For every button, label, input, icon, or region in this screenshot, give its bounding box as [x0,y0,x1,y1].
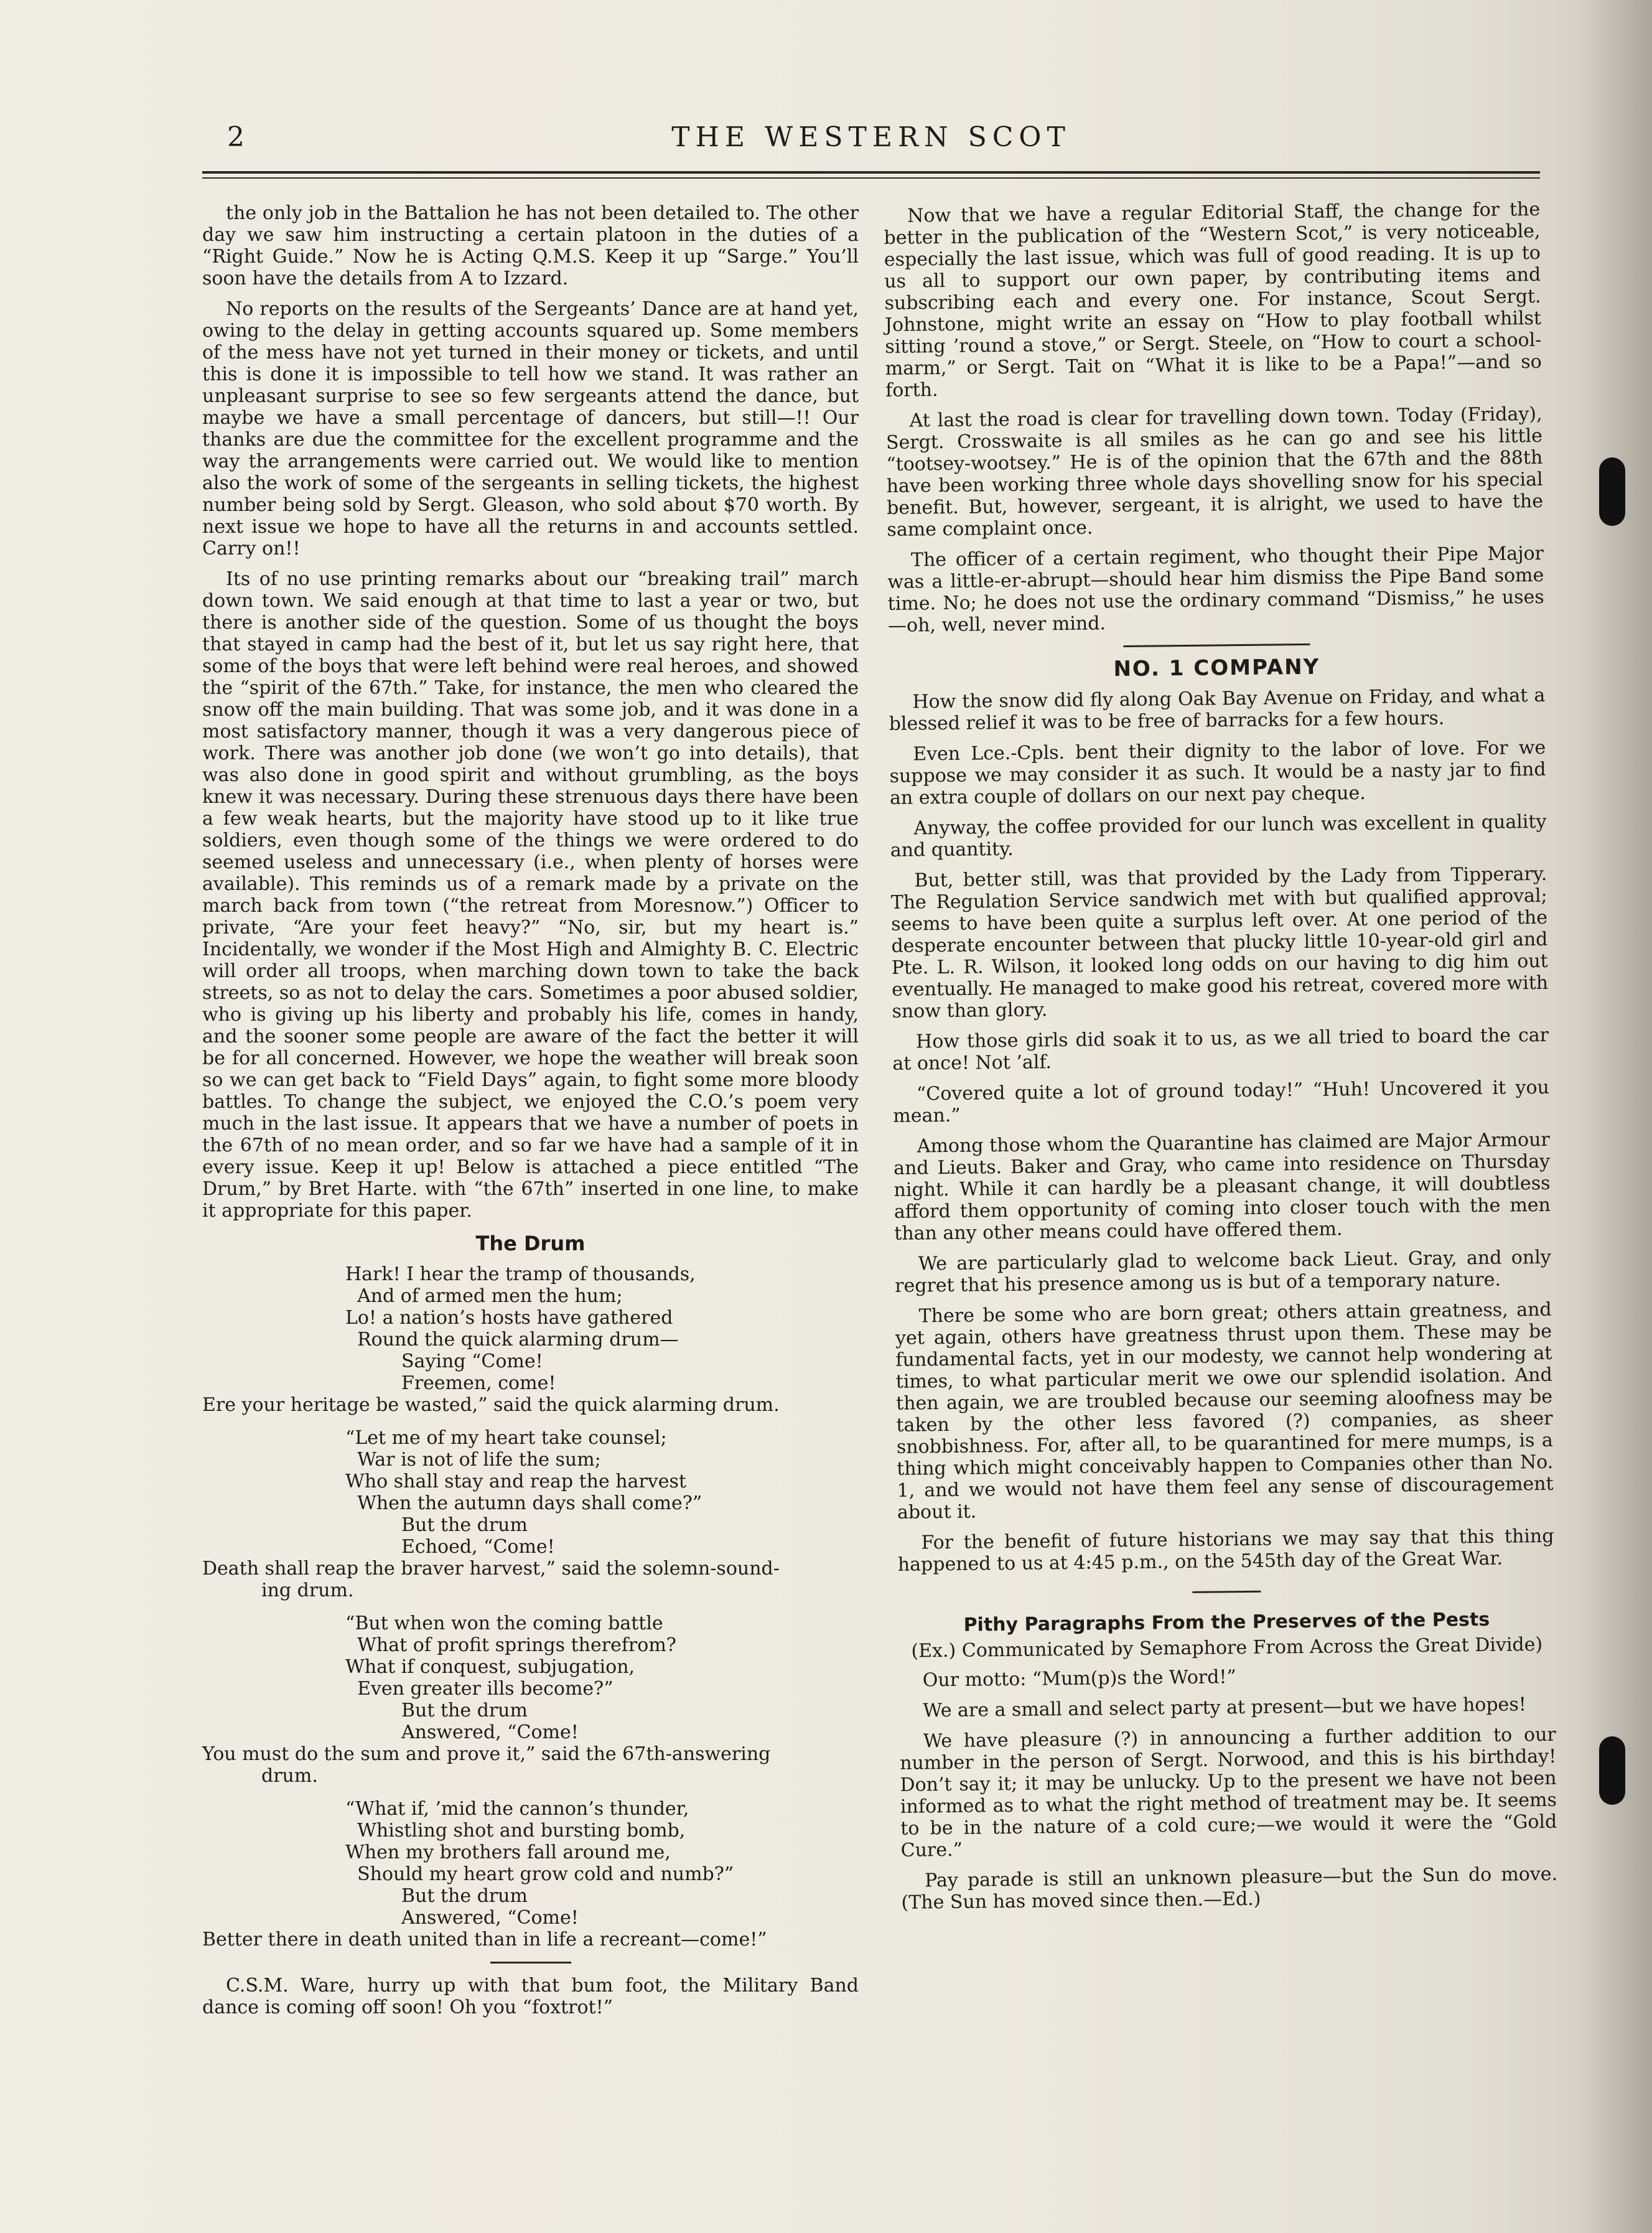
company-paragraph: How those girls did soak it to us, as we all tried to board the car at once! Not ’alf. [892,1024,1549,1075]
company-paragraph: There be some who are born great; others attain greatness, and yet again, others have greatness thrust upon them. These may be fundamental facts, yet in our modesty, we cannot help wondering at times, to what particular merit we owe our splendid isolation. And then again, we are troubled because our seeming aloofness may be taken by the other less favored (?) companies, as sheer snobbishness. For, after all, to be quarantined for mere mumps, is a thing which might conceivably happen to Companies other than No. 1, and we would not have them feel any sense of discouragement about it. [895,1298,1554,1524]
poem-line: Whistling shot and bursting bomb, [345,1820,686,1842]
editorial-paragraph: At last the road is clear for travelling down town. Today (Friday), Sergt. Crosswaite is all smiles as he can go and see his little “tootsey-wootsey.” He is of the opinion that the 67th and the 88th have been working three whole days shovelling snow for his special benefit. But, however, sergeant, it is alright, we used to have the same complaint once. [885,403,1544,541]
company-heading: NO. 1 COMPANY [1113,654,1320,682]
poem-title: The Drum [475,1232,586,1255]
pithy-paragraph: Our motto: “Mum(p)s the Word!” [922,1666,1236,1692]
poem-stanza [202,1263,859,1416]
poem-line: Hark! I hear the tramp of thousands, [345,1263,696,1285]
poem-line: Ere your heritage be wasted,” said the quick alarming drum. [202,1394,780,1416]
editorial-paragraph: Now that we have a regular Editorial Staff, the change for the better in the publication of the “Western Scot,” is very noticeable, especially the last issue, which was full of good reading. It is up to us all to support our own paper, by contributing items and subscribing each and every one. For instance, Scout Sergt. Johnstone, might write an essay on “How to play football whilst sitting ’round a stove,” or Sergt. Steele, on “How to court a school-marm,” or Sergt. Tait on “What it is like to be a Papa!”—and so forth. [884,198,1542,401]
poem-line: You must do the sum and prove it,” said the 67th-answering [202,1743,771,1765]
poem-body [202,1263,859,1950]
company-paragraph: “Covered quite a lot of ground today!” “Huh! Uncovered it you mean.” [893,1076,1550,1127]
poem-line: Lo! a nation’s hosts have gathered [345,1307,673,1329]
company-paragraph: We are particularly glad to welcome back Lieut. Gray, and only regret that his presence among us is but of a temporary nature. [895,1246,1551,1297]
page-edge-shadow [1577,0,1652,2233]
editorial-paragraphs [884,199,1544,637]
poem-line: War is not of life the sum; [345,1449,601,1471]
pithy-paragraphs [899,1663,1558,1914]
pithy-paragraph: We are a small and select party at present—but we have hopes! [923,1693,1526,1722]
left-paragraphs [202,202,859,1222]
company-paragraphs [889,685,1554,1576]
poem-line: drum. [261,1765,318,1787]
company-paragraph: How the snow did fly along Oak Bay Avenue on Friday, and what a blessed relief it was to be free of barracks for a few hours. [889,684,1546,735]
article-paragraph: Its of no use printing remarks about our “breaking trail” march down town. We said enough at that time to last a year or two, but there is another side of the question. Some of us thought the boys that stayed in camp had the best of it, but let us say right here, that some of the boys that were left behind were real heroes, and showed the “spirit of the 67th.” Take, for instance, the men who cleared the snow off the main building. That was some job, and it was done in a most satisfactory manner, though it was a very dangerous piece of work. There was another job done (we won’t go into details), that was also done in good spirit and without grumbling, as the boys knew it was necessary. During these strenuous days there have been a few weak hearts, but the majority have stood up to it like true soldiers, even though some of the things we were ordered to do seemed useless and unnecessary (i.e., when plenty of horses were available). This reminds us of a remark made by a private on the march back from town (“the retreat from Moresnow.”) Officer to private, “Are your feet heavy?” “No, sir, but my heart is.” Incidentally, we wonder if the Most High and Almighty B. C. Electric will order all troops, when marching down town to take the back streets, so as not to delay the cars. Sometimes a poor abused soldier, who is giving up his liberty and probably his life, comes in handy, and the sooner some people are aware of the fact the better it will be for all concerned. However, we hope the weather will break soon so we can get back to “Field Days” again, to fight some more bloody battles. To change the subject, we enjoyed the C.O.’s poem very much in the last issue. It appears that we have a number of poets in the 67th of no mean order, and so far we have had a sample of it in every issue. Keep it up! Below is attached a piece entitled “The Drum,” by Bret Harte. with “the 67th” inserted in one line, to make it appropriate for this paper. [202,568,859,1222]
poem-line: What if conquest, subjugation, [345,1656,635,1678]
poem-line: But the drum [401,1700,528,1721]
company-paragraph: Among those whom the Quarantine has claimed are Major Armour and Lieuts. Baker and Gray, who came into residence on Thursday night. While it can hardly be a pleasant change, it will doubtless afford them opportunity of coming into closer touch with the men than any other means could have offered them. [894,1128,1551,1245]
poem-line: When my brothers fall around me, [345,1842,671,1863]
company-paragraph: Anyway, the coffee provided for our lunch was excellent in quality and quantity. [890,810,1547,861]
poem-line: Answered, “Come! [401,1907,579,1929]
masthead-title: THE WESTERN SCOT [671,121,1071,153]
header-rule-thin [202,177,1540,179]
poem-line: “Let me of my heart take counsel; [345,1427,667,1449]
poem-line: “What if, ’mid the cannon’s thunder, [345,1798,689,1820]
poem-stanza [202,1613,859,1787]
pithy-subheading: (Ex.) Communicated by Semaphore From Across the Great Divide) [911,1634,1543,1662]
pithy-paragraph: We have pleasure (?) in announcing a further addition to our number in the person of Sergt. Norwood, and this is his birthday! Don’t say it; it may be unlucky. Up to the present we have not been informed as to what the right method of treatment may be. It seems to be in the nature of a cold cure;—we would it were the “Gold Cure.” [900,1723,1557,1861]
poem-stanza [202,1427,859,1601]
binder-hole-bottom [1599,1736,1625,1805]
poem-line: But the drum [401,1514,528,1536]
company-paragraph: But, better still, was that provided by the Lady from Tipperary. The Regulation Service sandwich met with but qualified approval; seems to have been quite a surplus left over. At one period of the desperate encounter between that plucky little 10-year-old girl and Pte. L. R. Wilson, it looked long odds on our having to dig him out eventually. He managed to make good his retreat, covered more with snow than glory. [890,863,1549,1023]
binder-hole-top [1599,457,1625,526]
closing-paragraph: C.S.M. Ware, hurry up with that bum foot, the Military Band dance is coming off soon! Oh you “foxtrot!” [202,1975,859,2018]
poem-line: And of armed men the hum; [345,1285,623,1307]
article-paragraph: No reports on the results of the Sergeants’ Dance are at hand yet, owing to the delay in getting accounts squared up. Some members of the mess have not yet turned in their money or tickets, and until this is done it is impossible to tell how we stand. It was rather an unpleasant surprise to see so few sergeants attend the dance, but maybe we have a small percentage of dancers, but still—!! Our thanks are due the committee for the excellent programme and the way the arrangements were carried out. We would like to mention also the work of some of the sergeants in selling tickets, the highest number being sold by Sergt. Gleason, who sold about $70 worth. By next issue we hope to have all the returns in and accounts settled. Carry on!! [202,298,859,559]
poem-line: But the drum [401,1885,528,1907]
header-rule [202,171,1540,174]
poem-line: Death shall reap the braver harvest,” said the solemn-sound- [202,1558,780,1580]
article-paragraph: the only job in the Battalion he has not been detailed to. The other day we saw him instructing a certain platoon in the duties of a “Right Guide.” Now he is Acting Q.M.S. Keep it up “Sarge.” You’ll soon have the details from A to Izzard. [202,202,859,289]
poem-line: Should my heart grow cold and numb?” [345,1863,734,1885]
poem-line: Who shall stay and reap the harvest [345,1471,686,1492]
poem-line: Freemen, come! [401,1372,556,1394]
poem-line: What of profit springs therefrom? [345,1634,676,1656]
company-paragraph: For the benefit of future historians we may say that this thing happened to us at 4:45 p.m., on the 545th day of the Great War. [897,1525,1554,1576]
poem-line: Round the quick alarming drum— [345,1329,679,1351]
pithy-divider [1192,1591,1261,1593]
poem-line: Answered, “Come! [401,1721,579,1743]
section-divider [1123,644,1310,647]
page-number: 2 [227,121,245,153]
poem-divider [490,1962,571,1964]
right-column [884,199,1558,1922]
left-column [202,202,859,2027]
pithy-paragraph: Pay parade is still an unknown pleasure—but the Sun do move. (The Sun has moved since then.—Ed.) [901,1863,1558,1914]
pithy-heading: Pithy Paragraphs From the Preserves of the Pests [963,1608,1490,1636]
poem-line: Even greater ills become?” [345,1678,614,1700]
poem-line: Better there in death united than in life a recreant—come!” [202,1929,767,1950]
poem-line: Saying “Come! [401,1351,543,1372]
poem-line: When the autumn days shall come?” [345,1492,702,1514]
poem-line: Echoed, “Come! [401,1536,555,1558]
company-paragraph: Even Lce.-Cpls. bent their dignity to the labor of love. For we suppose we may consider it as such. It would be a nasty jar to find an extra couple of dollars on our next pay cheque. [889,736,1546,809]
poem-line: ing drum. [261,1580,354,1601]
editorial-paragraph: The officer of a certain regiment, who thought their Pipe Major was a little-er-abrupt—should hear him dismiss the Pipe Band some time. No; he does not use the ordinary command “Dismiss,” he uses—oh, well, never mind. [887,542,1544,637]
poem-stanza [202,1798,859,1950]
poem-line: “But when won the coming battle [345,1613,663,1634]
